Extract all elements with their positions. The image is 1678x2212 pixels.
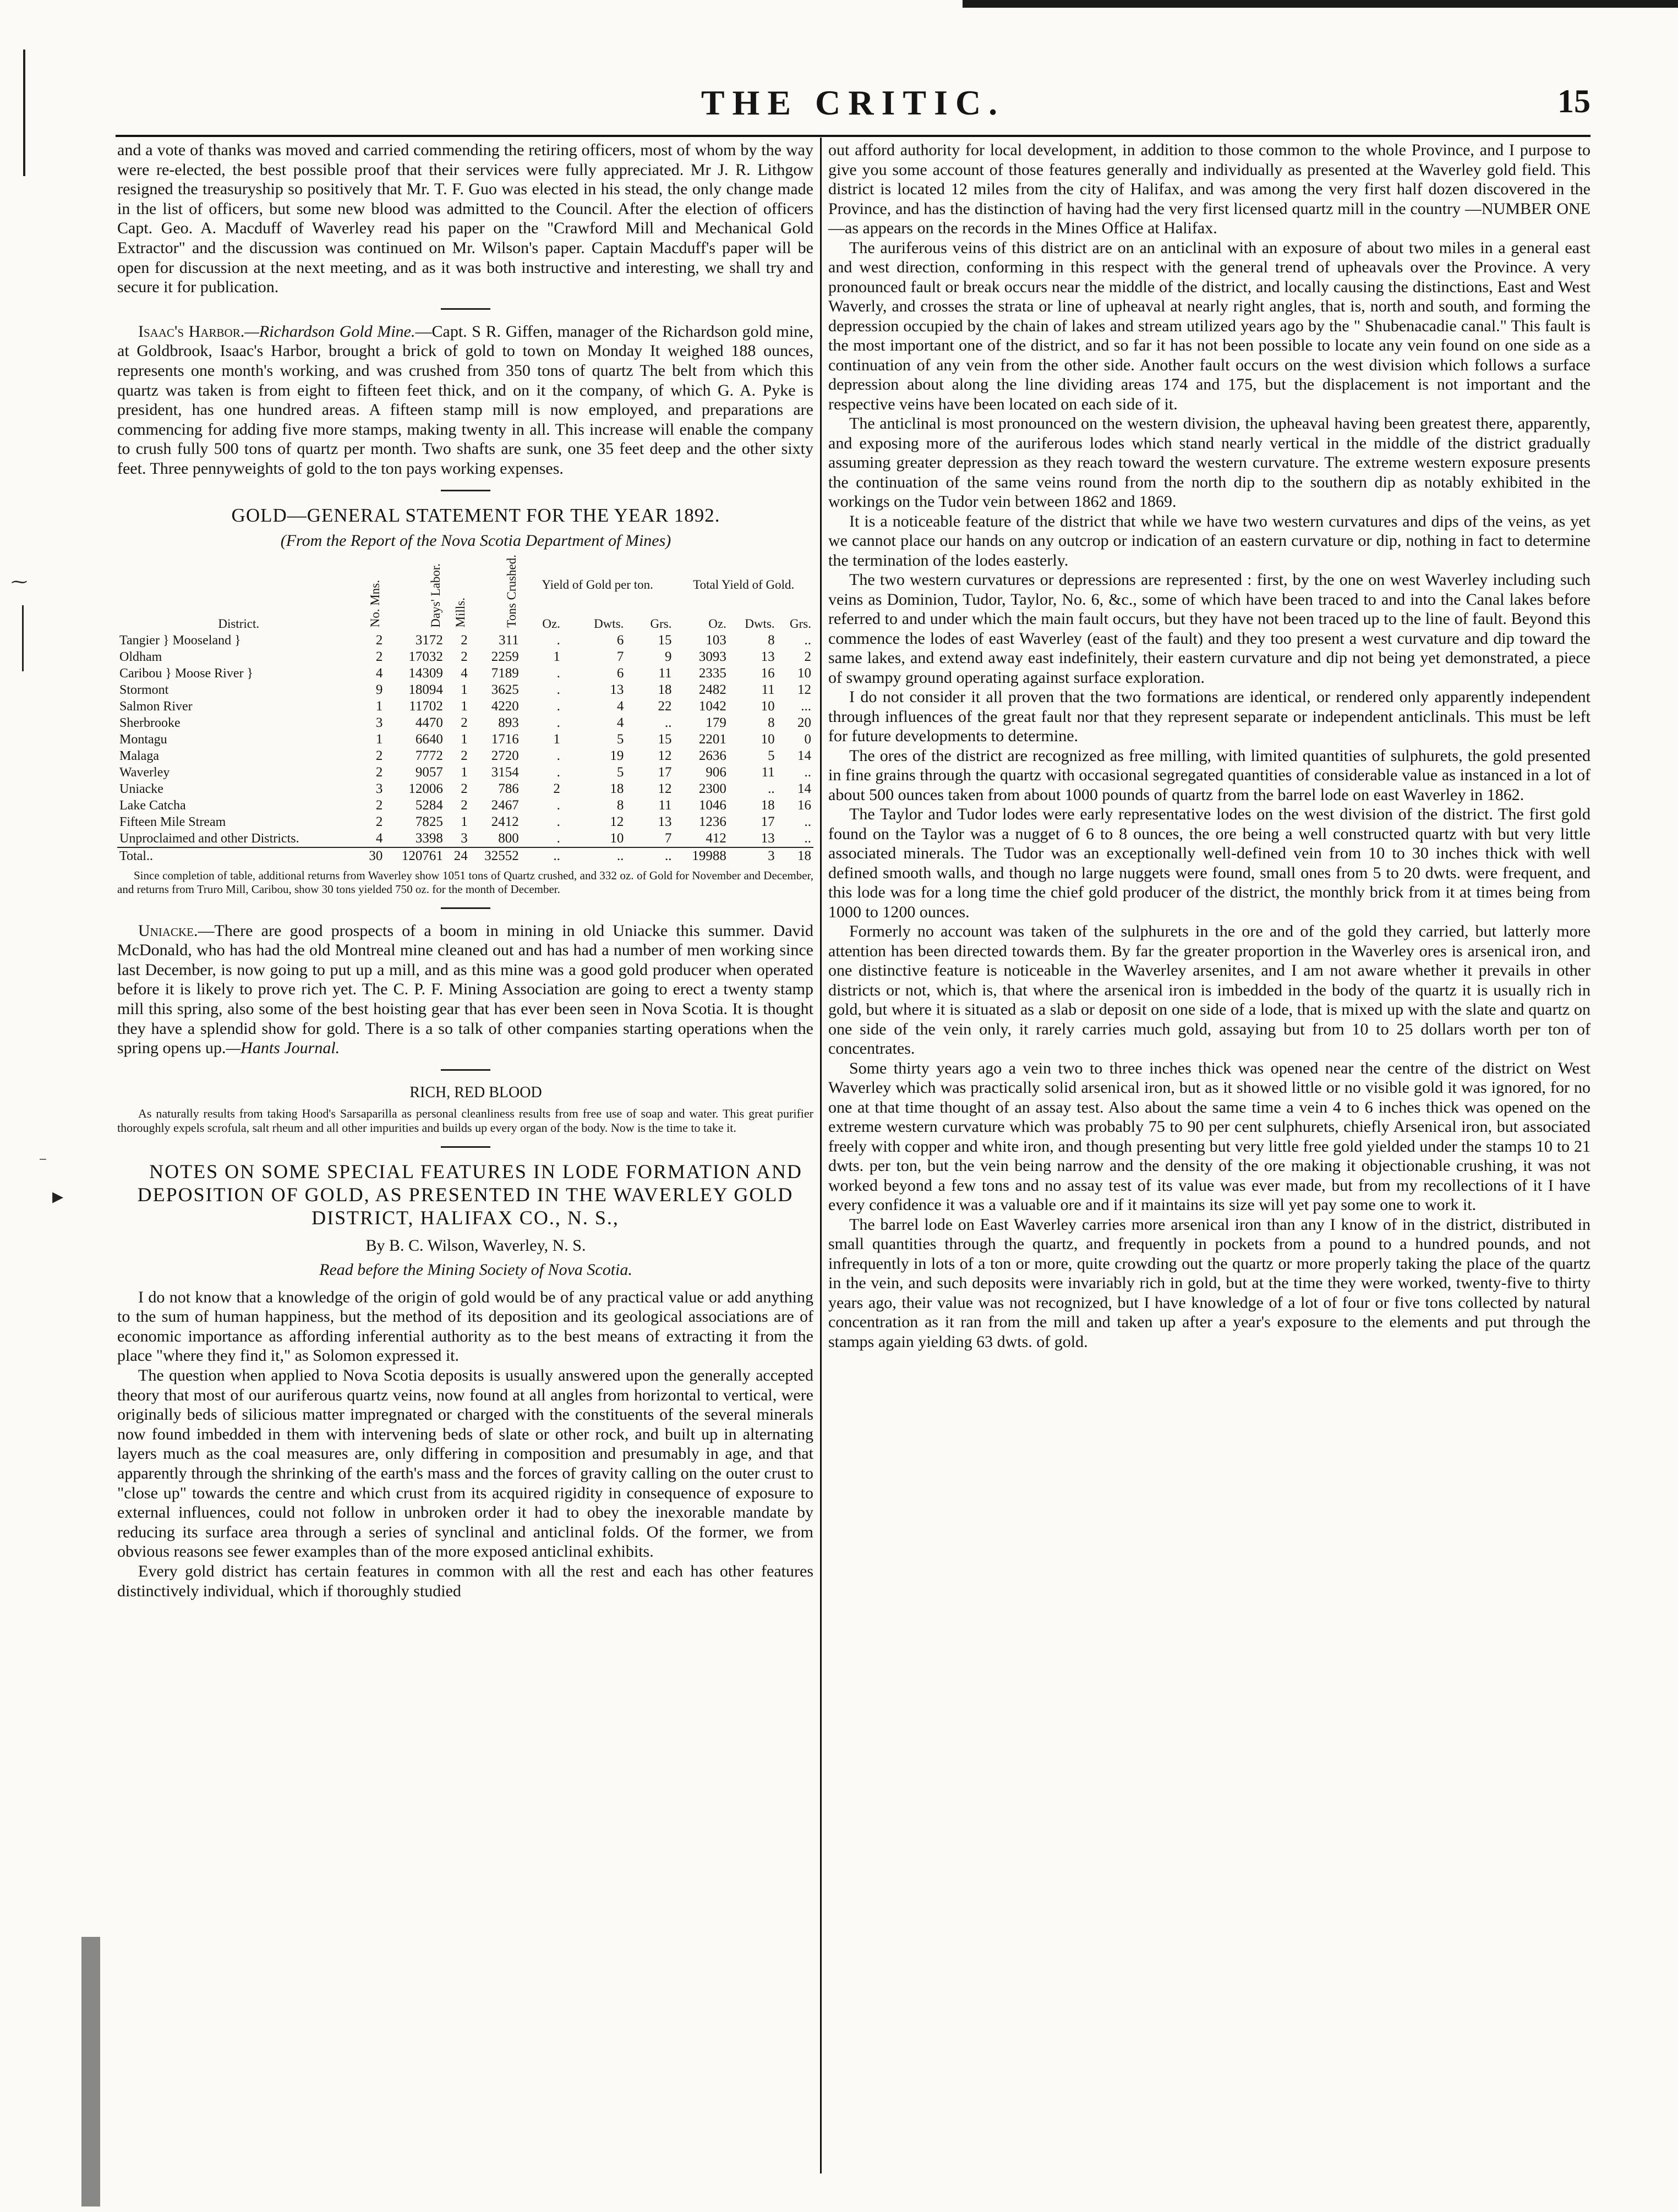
margin-dash-mark: ⁻: [39, 1153, 47, 1171]
col-dwts-header: Dwts.: [745, 616, 775, 631]
waverley-paragraph: out afford authority for local development, in addition to those common to the whole Province, and I purpose to give you some account of those features generally and individually as presented at the Waverley gold field. This district is located 12 miles from the city of Halifax, and was among the very first half dozen discovered in the Province, and has the distinction of having had the very first licensed quartz mill in the country —NUMBER ONE—as appears on the records in the Mines Office at Halifax.: [828, 141, 1590, 237]
notes-read-line: Read before the Mining Society of Nova Scotia.: [319, 1261, 632, 1279]
district-cell: Lake Catcha: [119, 798, 186, 813]
tgr-cell: 0: [804, 731, 811, 747]
tdw-cell: 17: [761, 814, 775, 829]
days-cell: 12006: [408, 781, 443, 796]
mines-cell: 2: [375, 649, 383, 664]
ydw-cell: 4: [616, 715, 624, 730]
ydw-cell: 10: [610, 830, 624, 846]
col-oz-header: Oz.: [542, 616, 560, 631]
section-separator: [441, 1069, 490, 1071]
masthead: [116, 83, 1590, 132]
notes-paragraph: The question when applied to Nova Scotia deposits is usually answered upon the generally accepted theory that most of our auriferous quartz veins, now found at all angles from horizontal to vertical, were originally beds of silicious matter impregnated or charged with the constituents of the several minerals now found imbedded in them with intervening beds of slate or other rock, and built up in alternating layers much as the coal measures are, only differing in composition and presumably in age, and that apparently through the shrinking of the earth's mass and the forces of gravity calling on the outer crust to "close up" towards the centre and which crust from its acquired rigidity in consequence of exposure to external influences, could not follow in unbroken order it had to obey the inexorable mandate by reducing its surface area through a series of synclinal and anticlinal folds. Of the former, we from obvious reasons see fewer examples than of the more exposed anticlinal exhibits.: [117, 1366, 813, 1561]
table-row: [117, 748, 813, 764]
toz-cell: 412: [706, 830, 726, 846]
mills-cell: 2: [461, 797, 468, 813]
yoz-cell: .: [556, 632, 560, 648]
notes-paragraph: I do not know that a knowledge of the origin of gold would be of any practical value or add anything to the sum of human happiness, but the method of its deposition and its geological associations are of economic importance as affording inferential authority as to the best means of extracting it from the place "where they find it," as Solomon expressed it.: [117, 1288, 813, 1365]
mills-cell: 4: [461, 665, 468, 681]
margin-dash-mark: ⁓: [11, 573, 28, 591]
yoz-cell: .: [556, 748, 560, 763]
section-separator: [441, 490, 490, 491]
yoz-cell: .: [556, 764, 560, 780]
waverley-paragraph: Formerly no account was taken of the sulphurets in the ore and of the gold they carried, but latterly more attention has been directed towards them. By far the greater proportion in the Waverley ores is arsenical iron, and one distinctive feature is noticeable in the Waverley arsenites, and I am not aware whether it prevails in other districts or not, which is, that where the arsenical iron is imbedded in the body of the quartz it is usually rich in gold, but where it is situated as a slab or deposit on one side of a lode, that is mixed up with the slate and quartz on one side of the vein only, it rarely carries much gold, assaying but from 10 to 25 dollars worth per ton of concentrates.: [828, 922, 1590, 1058]
days-cell: 17032: [408, 649, 443, 664]
mines-cell: 4: [375, 830, 383, 846]
tons-cell: 2259: [491, 649, 519, 664]
tdw-cell: 8: [768, 715, 775, 730]
toz-cell: 1042: [698, 698, 726, 714]
mills-cell: 24: [453, 848, 468, 863]
col-dwts-header: Dwts.: [594, 616, 624, 631]
table-total-row: [117, 847, 813, 864]
col-tons-header: Tons Crushed.: [504, 555, 518, 628]
district-cell: Uniacke: [119, 781, 163, 796]
ygr-cell: ..: [664, 715, 672, 730]
tdw-cell: 8: [768, 632, 775, 648]
tgr-cell: ..: [804, 830, 811, 846]
district-cell: Salmon River: [119, 699, 193, 714]
uniacke-place: Uniacke.: [138, 921, 198, 940]
col-grs-header: Grs.: [790, 616, 811, 631]
notes-paragraph: Every gold district has certain features in common with all the rest and each has other features distinctively individual, which if thoroughly studied: [117, 1562, 813, 1600]
tons-cell: 2720: [491, 748, 519, 763]
ygr-cell: 18: [658, 682, 672, 697]
col-total-header: Total Yield of Gold.: [693, 578, 795, 592]
mills-cell: 3: [461, 830, 468, 846]
ygr-cell: 12: [658, 748, 672, 763]
mills-cell: 2: [461, 748, 468, 763]
ygr-cell: 9: [664, 649, 672, 664]
tgr-cell: 14: [797, 748, 811, 763]
yoz-cell: .: [556, 682, 560, 697]
waverley-paragraph: The ores of the district are recognized as free milling, with limited quantities of sulphurets, the gold presented in fine grains through the quartz with occasional segregated quantities of considerable value as instanced in a lot of about 500 ounces taken from about 1000 pounds of quartz from the barrel lode on east Waverley in 1862.: [828, 746, 1590, 804]
ygr-cell: 15: [658, 632, 672, 648]
days-cell: 6640: [415, 731, 443, 747]
isaacs-harbor-body: —Capt. S R. Giffen, manager of the Richardson gold mine, at Goldbrook, Isaac's Harbor, brought a brick of gold to town on Monday It weighed 188 ounces, represents one month's working, and was crushed from 350 tons of quartz The belt from which this quartz was taken is from eight to fifteen feet thick, and on it the company, of which G. A. Pyke is president, has one hundred areas. A fifteen stamp mill is now employed, and preparations are commencing for adding five more stamps, making twenty in all. This increase will enable the company to crush fully 500 tons of quartz per month. Two shafts are sunk, one 35 feet deep and the other sixty feet. Three pennyweights of gold to the ton pays working expenses.: [117, 322, 814, 478]
col-grs-header: Grs.: [650, 616, 672, 631]
mines-cell: 2: [375, 797, 383, 813]
district-cell: Malaga: [119, 748, 159, 763]
tdw-cell: 10: [761, 731, 775, 747]
ydw-cell: 5: [616, 764, 624, 780]
toz-cell: 179: [706, 715, 726, 730]
col-yield-header: Yield of Gold per ton.: [542, 578, 653, 592]
tons-cell: 786: [498, 781, 519, 796]
mills-cell: 2: [461, 649, 468, 664]
col-mines-header: No. Mns.: [368, 580, 382, 628]
toz-cell: 103: [706, 632, 726, 648]
rich-blood-title: RICH, RED BLOOD: [409, 1083, 542, 1101]
ydw-cell: ..: [616, 848, 624, 863]
waverley-paragraph: Some thirty years ago a vein two to three inches thick was opened near the centre of the district on West Waverley which was practically solid arsenical iron, but as it showed little or no visible gold it was ignored, for no one at that time thought of an assay test. Also about the same time a vein 4 to 6 inches thick was opened on the extreme western curvature which was probably 75 to 90 per cent sulphurets, chiefly Arsenical iron, but associated freely with copper and white iron, and though presenting but very little free gold yielded under the stamps 10 to 21 dwts. per ton, but the vein being narrow and the density of the ore making it objectionable crushing, it was not worked beyond a few tons and no assay test of its value was ever made, but from my recollections of it I have every confidence it was a valuable ore and if it maintains its size will yet pay some one to work it.: [828, 1059, 1590, 1214]
tdw-cell: 11: [761, 764, 775, 780]
district-cell: Montagu: [119, 732, 167, 747]
days-cell: 7772: [415, 748, 443, 763]
uniacke-paragraph: [117, 921, 813, 1058]
tdw-cell: 10: [761, 698, 775, 714]
district-cell: Unproclaimed and other Districts.: [119, 831, 299, 846]
table-row: [117, 731, 813, 748]
margin-scan-line: [22, 605, 24, 671]
district-cell: Total..: [119, 848, 153, 863]
gold-table-title: GOLD—GENERAL STATEMENT FOR THE YEAR 1892.: [231, 504, 720, 526]
days-cell: 5284: [415, 797, 443, 813]
council-paragraph: and a vote of thanks was moved and carried commending the retiring officers, most of whom by the way were re-elected, the best possible proof that their services were fully appreciated. Mr J. R. Lithgow resigned the treasuryship so positively that Mr. T. F. Guo was elected in his stead, the only change made in the list of officers, but some new blood was admitted to the Council. After the election of officers Capt. Geo. A. Macduff of Waverley read his paper on the "Crawford Mill and Mechanical Gold Extractor" and the discussion was continued on Mr. Wilson's paper. Captain Macduff's paper will be open for discussion at the next meeting, and as it was both instructive and interesting, we shall try and secure it for publication.: [117, 141, 813, 297]
mills-cell: 2: [461, 781, 468, 796]
isaacs-harbor-mine: —Richardson Gold Mine.: [244, 322, 416, 341]
table-row: [117, 698, 813, 715]
table-row: [117, 830, 813, 847]
tgr-cell: ..: [804, 632, 811, 648]
district-cell: Tangier } Mooseland }: [119, 633, 241, 648]
col-oz-header: Oz.: [708, 616, 726, 631]
tgr-cell: ..: [804, 814, 811, 829]
mills-cell: 1: [461, 682, 468, 697]
yoz-cell: .: [556, 698, 560, 714]
waverley-paragraph: The anticlinal is most pronounced on the western division, the upheaval having been greatest there, apparently, and exposing more of the auriferous lodes which stand nearly vertical in the middle of the district gradually assuming greater depression as they reach toward the western curvature. The extreme western exposure presents the continuation of the same veins round from the north dip to the southern dip as notably exhibited in the workings on the Tudor vein between 1862 and 1869.: [828, 414, 1590, 511]
tdw-cell: 18: [761, 797, 775, 813]
right-column: [828, 140, 1590, 1351]
tons-cell: 32552: [484, 848, 519, 863]
district-cell: Waverley: [119, 765, 170, 780]
waverley-paragraph: I do not consider it all proven that the two formations are identical, or rendered only apparently independent through influences of the great fault nor that they represent separate or independent anticlinals. This must be left for future developments to determine.: [828, 688, 1590, 745]
district-cell: Caribou } Moose River }: [119, 666, 254, 681]
mines-cell: 1: [375, 698, 383, 714]
gold-statement-table: [117, 555, 813, 864]
yoz-cell: .: [556, 665, 560, 681]
mines-cell: 2: [375, 748, 383, 763]
days-cell: 18094: [408, 682, 443, 697]
top-black-bar: [963, 0, 1678, 8]
toz-cell: 2482: [698, 682, 726, 697]
toz-cell: 1236: [698, 814, 726, 829]
yoz-cell: .: [556, 797, 560, 813]
mills-cell: 1: [461, 698, 468, 714]
yoz-cell: ..: [553, 848, 560, 863]
yoz-cell: .: [556, 830, 560, 846]
ydw-cell: 8: [616, 797, 624, 813]
tons-cell: 893: [498, 715, 519, 730]
toz-cell: 19988: [692, 848, 726, 863]
margin-scan-line: [23, 50, 25, 176]
yoz-cell: 1: [553, 731, 560, 747]
table-footnote: Since completion of table, additional returns from Waverley show 1051 tons of Quartz crushed, and 332 oz. of Gold for November and December, and returns from Truro Mill, Caribou, show 30 tons yielded 750 oz. for the month of December.: [117, 868, 813, 896]
ygr-cell: 11: [658, 665, 672, 681]
ydw-cell: 5: [616, 731, 624, 747]
days-cell: 3172: [415, 632, 443, 648]
mines-cell: 2: [375, 814, 383, 829]
tdw-cell: 5: [768, 748, 775, 763]
ygr-cell: ..: [664, 848, 672, 863]
tons-cell: 311: [499, 632, 519, 648]
tdw-cell: 13: [761, 830, 775, 846]
ydw-cell: 6: [616, 632, 624, 648]
tgr-cell: 2: [804, 649, 811, 664]
tdw-cell: ..: [768, 781, 775, 796]
uniacke-source: —Hants Journal.: [226, 1039, 340, 1058]
table-row: [117, 797, 813, 814]
table-row: [117, 632, 813, 649]
tons-cell: 7189: [491, 665, 519, 681]
table-header-row: [117, 555, 813, 593]
yoz-cell: .: [556, 814, 560, 829]
mills-cell: 2: [461, 715, 468, 730]
masthead-rule: [116, 135, 1590, 137]
table-row: [117, 781, 813, 797]
tons-cell: 3154: [491, 764, 519, 780]
table-row: [117, 665, 813, 682]
section-separator: [441, 1146, 490, 1148]
rich-blood-body: As naturally results from taking Hood's Sarsaparilla as personal cleanliness results from free use of soap and water. This great purifier thoroughly expels scrofula, salt rheum and all other impurities and builds up every organ of the body. Now is the time to take it.: [117, 1107, 813, 1135]
notes-byline: By B. C. Wilson, Waverley, N. S.: [365, 1236, 586, 1255]
mines-cell: 4: [375, 665, 383, 681]
ydw-cell: 19: [610, 748, 624, 763]
margin-scan-line: [81, 1937, 100, 2206]
mines-cell: 3: [375, 715, 383, 730]
mills-cell: 2: [461, 632, 468, 648]
tdw-cell: 3: [768, 848, 775, 863]
days-cell: 120761: [401, 848, 443, 863]
mines-cell: 2: [375, 632, 383, 648]
waverley-paragraph: The barrel lode on East Waverley carries more arsenical iron than any I know of in the district, distributed in small quantities through the quartz, and frequently in pockets from a pound to a hundred pounds, and not infrequently in lots of a ton or more, quite crowding out the quartz or more properly taking the place of the quartz in the vein, and such deposits were invariably rich in gold, but at the time they were worked, twenty-five to thirty years ago, their value was not recognized, but I have knowledge of a lot of four or five tons collected by natural concentration as it ran from the mill and taken up after a year's exposure to the elements and put through the stamps again yielding 63 dwts. of gold.: [828, 1215, 1590, 1351]
col-district-header: District.: [218, 616, 260, 631]
ygr-cell: 12: [658, 781, 672, 796]
section-separator: [441, 907, 490, 909]
section-separator: [441, 308, 490, 310]
ydw-cell: 12: [610, 814, 624, 829]
table-row: [117, 682, 813, 698]
mills-cell: 1: [461, 731, 468, 747]
isaacs-harbor-paragraph: [117, 322, 813, 479]
column-rule: [820, 138, 822, 2173]
left-column: [117, 140, 813, 1601]
waverley-paragraph: The auriferous veins of this district are on an anticlinal with an exposure of about two miles in a general east and west direction, conforming in this respect with the general trend of upheavals over the Province. A very pronounced fault or break occurs near the middle of the district, and locally causing the distinctions, East and West Waverly, and crosses the strata or line of upheaval at nearly right angles, that is, north and south, and forming the depression occupied by the chain of lakes and stream utilized years ago by the " Shubenacadie canal." This fault is the most important one of the district, and so far it has not been possible to locate any vein found on one side as a continuation of any vein from the other side. Another fault occurs on the west division which follows a surface depression about along the line dividing areas 174 and 175, but the displacement is not important and the respective veins have been located on each side of it.: [828, 238, 1590, 413]
yoz-cell: 2: [553, 781, 560, 796]
toz-cell: 2300: [698, 781, 726, 796]
tgr-cell: 12: [797, 682, 811, 697]
col-mills-header: Mills.: [453, 598, 467, 628]
tdw-cell: 13: [761, 649, 775, 664]
mines-cell: 3: [375, 781, 383, 796]
tons-cell: 3625: [491, 682, 519, 697]
tgr-cell: 10: [797, 665, 811, 681]
table-row: [117, 715, 813, 731]
tons-cell: 1716: [491, 731, 519, 747]
ydw-cell: 7: [616, 649, 624, 664]
top-scan-bar: [0, 0, 1678, 12]
district-cell: Stormont: [119, 682, 169, 697]
waverley-paragraph: The Taylor and Tudor lodes were early representative lodes on the west division of the district. The first gold found on the Taylor was a nugget of 6 to 8 ounces, the ore being a well constructed quartz with but very little associated minerals. The Tudor was an exceptionally well-defined vein from 10 to 30 inches thick with well defined smooth walls, and though no large nuggets were found, small ones from 5 to 20 dwts. were frequent, and this lode was for a long time the chief gold producer of the district, the monthly brick from it at times being from 1000 to 1200 ounces.: [828, 805, 1590, 921]
uniacke-body: —There are good prospects of a boom in mining in old Uniacke this summer. David McDonald, who has had the old Montreal mine cleaned out and has had a number of men working since last December, is now going to put up a mill, and as this mine was a good gold producer when operated before it is likely to prove rich yet. The C. P. F. Mining Association are going to erect a twenty stamp mill this spring, also some of the best hoisting gear that has ever been seen in Nova Scotia. It is thought they have a splendid show for gold. There is a so talk of other companies starting operations when the spring opens up.: [117, 921, 813, 1058]
notes-title: NOTES ON SOME SPECIAL FEATURES IN LODE FORMATION AND DEPOSITION OF GOLD, AS PRESENTED IN THE WAVERLEY GOLD DISTRICT, HALIFAX CO., N. S.,: [137, 1160, 802, 1229]
ygr-cell: 17: [658, 764, 672, 780]
tons-cell: 4220: [491, 698, 519, 714]
district-cell: Oldham: [119, 649, 162, 664]
toz-cell: 1046: [698, 797, 726, 813]
days-cell: 11702: [409, 698, 443, 714]
district-cell: Fifteen Mile Stream: [119, 814, 226, 829]
ygr-cell: 11: [658, 797, 672, 813]
waverley-paragraph: The two western curvatures or depressions are represented : first, by the one on west Waverley including such veins as Dominion, Tudor, Taylor, No. 6, &c., some of which have been traced to and into the Canal lakes before referred to and under which the main fault occurs, but they have not been traced up to the line of fault. Beyond this commence the lodes of east Waverley (east of the fault) and they too present a west curvature and dip toward the same lakes, and extend away east indefinitely, their eastern curvature and dip not being yet demonstrated, a piece of swampy ground operating against surface exploration.: [828, 571, 1590, 687]
tdw-cell: 11: [761, 682, 775, 697]
ydw-cell: 18: [610, 781, 624, 796]
toz-cell: 3093: [698, 649, 726, 664]
ygr-cell: 22: [658, 698, 672, 714]
district-cell: Sherbrooke: [119, 715, 181, 730]
ydw-cell: 13: [610, 682, 624, 697]
ydw-cell: 4: [616, 698, 624, 714]
days-cell: 4470: [415, 715, 443, 730]
tons-cell: 800: [498, 830, 519, 846]
tgr-cell: 14: [797, 781, 811, 796]
yoz-cell: 1: [553, 649, 560, 664]
tgr-cell: 16: [797, 797, 811, 813]
tgr-cell: ...: [801, 698, 811, 714]
tgr-cell: ..: [804, 764, 811, 780]
toz-cell: 2201: [698, 731, 726, 747]
mines-cell: 9: [375, 682, 383, 697]
yoz-cell: .: [556, 715, 560, 730]
toz-cell: 2335: [698, 665, 726, 681]
table-row: [117, 764, 813, 781]
tons-cell: 2467: [491, 797, 519, 813]
gold-table-subtitle: (From the Report of the Nova Scotia Department of Mines): [280, 531, 671, 550]
days-cell: 7825: [415, 814, 443, 829]
isaacs-harbor-place: Isaac's Harbor.: [138, 322, 245, 341]
margin-arrow-mark: ▸: [52, 1184, 64, 1208]
toz-cell: 906: [706, 764, 726, 780]
waverley-paragraph: It is a noticeable feature of the district that while we have two western curvatures and dips of the veins, as yet we cannot place our hands on any outcrop or indication of an eastern curvature or dip, nothing in fact to determine the termination of the lodes easterly.: [828, 512, 1590, 570]
ygr-cell: 15: [658, 731, 672, 747]
ydw-cell: 6: [616, 665, 624, 681]
mills-cell: 1: [461, 814, 468, 829]
tons-cell: 2412: [491, 814, 519, 829]
tgr-cell: 20: [797, 715, 811, 730]
days-cell: 3398: [415, 830, 443, 846]
masthead-title: THE CRITIC.: [701, 83, 1005, 122]
toz-cell: 2636: [698, 748, 726, 763]
days-cell: 9057: [415, 764, 443, 780]
mills-cell: 1: [461, 764, 468, 780]
table-row: [117, 814, 813, 830]
table-row: [117, 649, 813, 665]
mines-cell: 30: [369, 848, 383, 863]
col-days-header: Days' Labor.: [428, 563, 442, 628]
page-number: 15: [1557, 83, 1590, 119]
days-cell: 14309: [408, 665, 443, 681]
ygr-cell: 7: [664, 830, 672, 846]
tgr-cell: 18: [797, 848, 811, 863]
ygr-cell: 13: [658, 814, 672, 829]
tdw-cell: 16: [761, 665, 775, 681]
mines-cell: 2: [375, 764, 383, 780]
mines-cell: 1: [375, 731, 383, 747]
